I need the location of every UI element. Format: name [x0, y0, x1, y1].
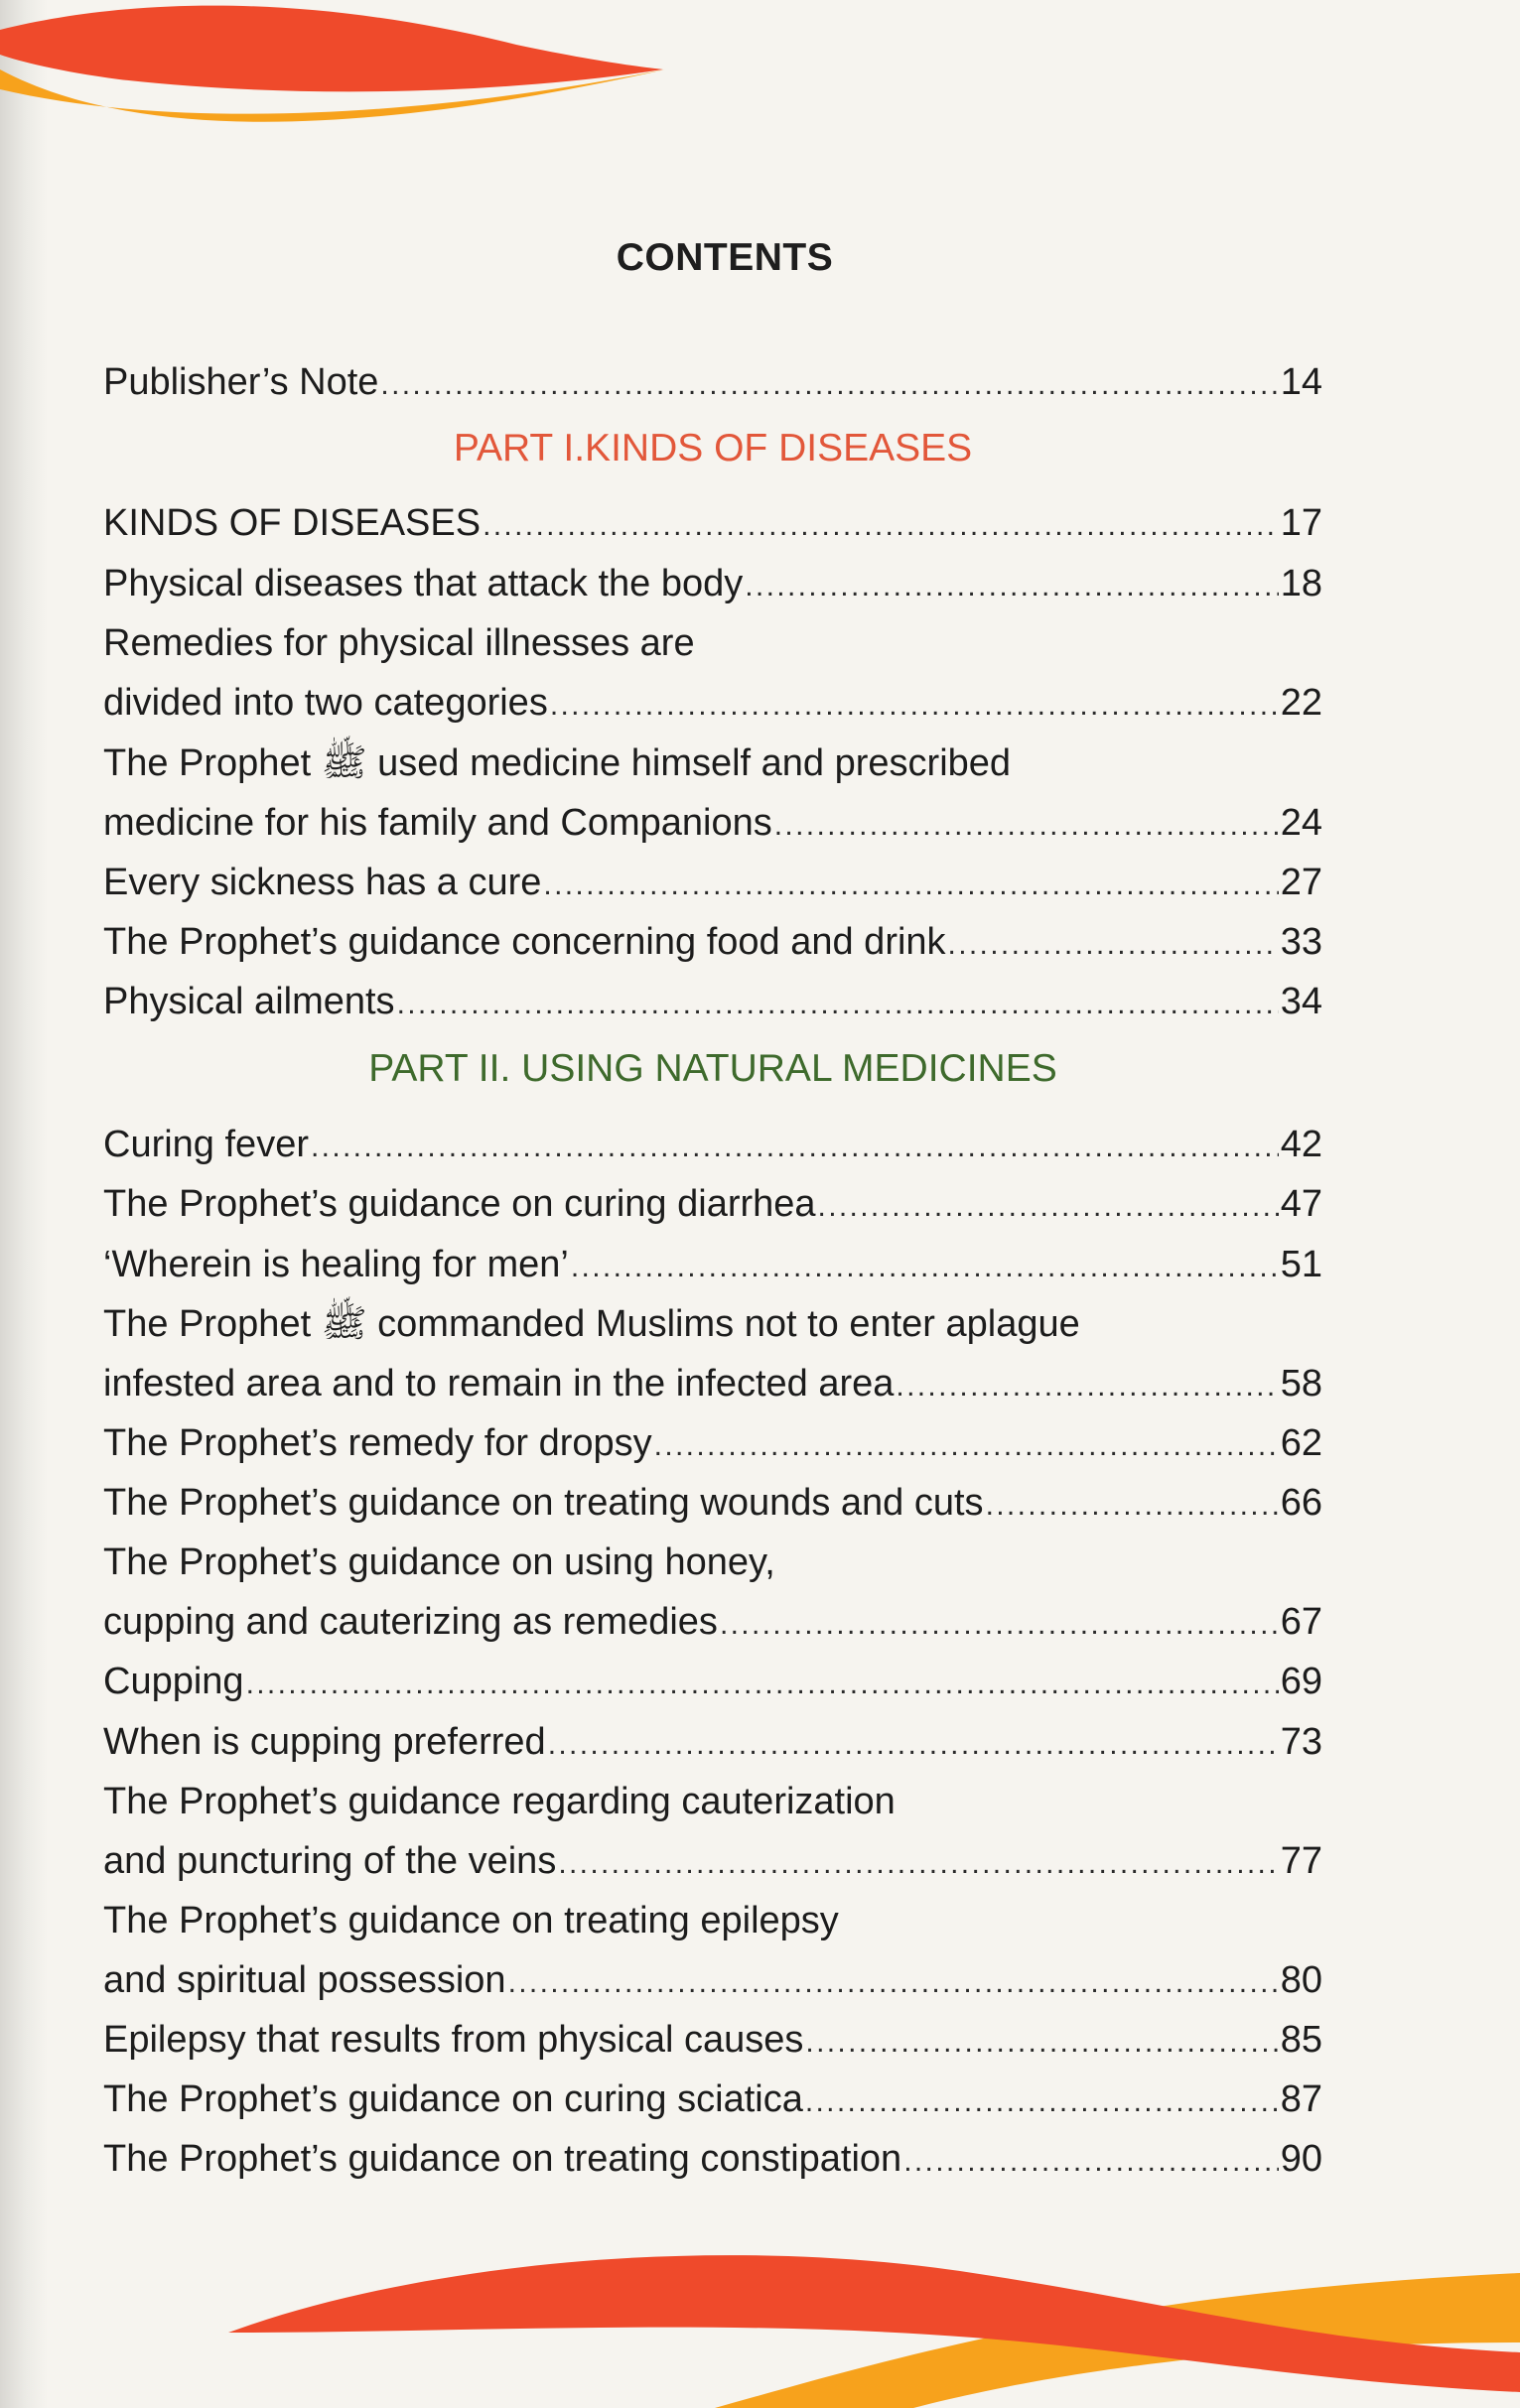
- toc-entry-title: Publisher’s Note: [103, 361, 379, 403]
- toc-page-number: 58: [1280, 1363, 1322, 1405]
- page-spine-shadow: [0, 0, 48, 2408]
- toc-page-number: 85: [1280, 2019, 1322, 2061]
- toc-entry[interactable]: [103, 800, 1322, 846]
- dot-leader: [774, 803, 1279, 849]
- toc-entry-title: Epilepsy that results from physical causes: [103, 2019, 804, 2061]
- toc-page-number: 69: [1280, 1661, 1322, 1702]
- dot-leader: [397, 982, 1279, 1027]
- toc-page-number: 24: [1280, 802, 1322, 844]
- toc-page-number: 51: [1280, 1244, 1322, 1285]
- toc-entry[interactable]: [103, 1361, 1322, 1406]
- toc-entry[interactable]: [103, 860, 1322, 905]
- toc-entry[interactable]: [103, 2076, 1322, 2122]
- toc-entry[interactable]: [103, 1122, 1322, 1167]
- dot-leader: [896, 1364, 1278, 1409]
- toc-entry-title: Physical diseases that attack the body: [103, 563, 744, 604]
- toc-entry-title: Physical ailments: [103, 981, 395, 1022]
- toc-entry-title: Cupping: [103, 1661, 244, 1702]
- toc-entry[interactable]: [103, 1599, 1322, 1645]
- toc-entry-first-line[interactable]: The Prophet ﷺ used medicine himself and prescribed: [103, 742, 1012, 784]
- toc-entry-title: and puncturing of the veins: [103, 1840, 557, 1882]
- toc-entry[interactable]: [103, 680, 1322, 726]
- top-decorative-swoosh: [0, 0, 695, 139]
- top-swoosh-red-band: [0, 6, 663, 92]
- toc-entry[interactable]: [103, 1181, 1322, 1227]
- dot-leader: [720, 1602, 1279, 1648]
- toc-page-number: 73: [1280, 1721, 1322, 1763]
- toc-page-number: 90: [1280, 2138, 1322, 2180]
- toc-entry-first-line[interactable]: The Prophet’s guidance on using honey,: [103, 1541, 775, 1583]
- dot-leader: [948, 922, 1279, 968]
- toc-page-number: 22: [1280, 682, 1322, 724]
- dot-leader: [986, 1483, 1279, 1529]
- toc-entry[interactable]: [103, 1957, 1322, 2003]
- dot-leader: [543, 863, 1278, 908]
- dot-leader: [558, 1841, 1278, 1887]
- dot-leader: [818, 1184, 1279, 1230]
- dot-leader: [903, 2139, 1279, 2185]
- toc-entry-title: ‘Wherein is healing for men’: [103, 1244, 569, 1285]
- toc-page-number: 33: [1280, 921, 1322, 963]
- dot-leader: [805, 2020, 1278, 2066]
- toc-entry[interactable]: [103, 2017, 1322, 2063]
- toc-page-number: 66: [1280, 1482, 1322, 1524]
- toc-entry-title: The Prophet’s guidance concerning food and drink: [103, 921, 946, 963]
- toc-entry[interactable]: [103, 1659, 1322, 1704]
- toc-entry[interactable]: [103, 979, 1322, 1024]
- dot-leader: [548, 1722, 1279, 1768]
- toc-entry[interactable]: [103, 500, 1322, 546]
- toc-entry-title: The Prophet’s guidance on curing sciatica: [103, 2078, 803, 2120]
- toc-page-number: 62: [1280, 1422, 1322, 1464]
- toc-page-number: 18: [1280, 563, 1322, 604]
- dot-leader: [246, 1662, 1279, 1707]
- toc-page-number: 27: [1280, 862, 1322, 903]
- toc-entry-title: divided into two categories: [103, 682, 548, 724]
- toc-page-number: 42: [1280, 1124, 1322, 1165]
- toc-entry[interactable]: [103, 1242, 1322, 1287]
- contents-heading: CONTENTS: [616, 236, 834, 279]
- part-two-heading: PART II. USING NATURAL MEDICINES: [368, 1047, 1057, 1090]
- toc-entry[interactable]: [103, 1719, 1322, 1765]
- toc-entry-first-line[interactable]: Remedies for physical illnesses are: [103, 622, 695, 664]
- toc-entry-title: infested area and to remain in the infected area: [103, 1363, 895, 1405]
- toc-page-number: 87: [1280, 2078, 1322, 2120]
- dot-leader: [483, 503, 1279, 549]
- dot-leader: [745, 564, 1278, 609]
- toc-entry-first-line[interactable]: The Prophet’s guidance on treating epilepsy: [103, 1900, 839, 1941]
- dot-leader: [311, 1125, 1279, 1170]
- toc-entry-title: medicine for his family and Companions: [103, 802, 772, 844]
- toc-entry-title: Curing fever: [103, 1124, 309, 1165]
- toc-entry-title: and spiritual possession: [103, 1959, 506, 2001]
- toc-entry-title: cupping and cauterizing as remedies: [103, 1601, 718, 1643]
- toc-entry-title: The Prophet’s remedy for dropsy: [103, 1422, 652, 1464]
- toc-entry-title: When is cupping preferred: [103, 1721, 546, 1763]
- toc-page-number: 67: [1280, 1601, 1322, 1643]
- toc-page-number: 17: [1280, 502, 1322, 544]
- toc-entry-title: The Prophet’s guidance on treating wounds and cuts: [103, 1482, 984, 1524]
- toc-entry[interactable]: [103, 1838, 1322, 1884]
- dot-leader: [508, 1960, 1279, 2006]
- dot-leader: [805, 2079, 1279, 2125]
- toc-page-number: 80: [1280, 1959, 1322, 2001]
- toc-entry[interactable]: [103, 561, 1322, 606]
- toc-entry-title: KINDS OF DISEASES: [103, 502, 482, 544]
- toc-entry[interactable]: [103, 919, 1322, 965]
- toc-entry[interactable]: [103, 1420, 1322, 1466]
- dot-leader: [550, 683, 1279, 729]
- part-one-heading: PART I.KINDS OF DISEASES: [453, 427, 973, 469]
- toc-entry-first-line[interactable]: The Prophet ﷺ commanded Muslims not to enter aplague: [103, 1303, 1080, 1345]
- toc-page-number: 77: [1280, 1840, 1322, 1882]
- toc-entry-title: Every sickness has a cure: [103, 862, 542, 903]
- toc-entry-publishers-note[interactable]: [103, 359, 1322, 405]
- bottom-decorative-swoosh: [218, 2233, 1520, 2408]
- toc-entry-first-line[interactable]: The Prophet’s guidance regarding cauterization: [103, 1781, 896, 1822]
- toc-entry[interactable]: [103, 1480, 1322, 1526]
- toc-page-number: 14: [1280, 361, 1322, 403]
- dot-leader: [654, 1423, 1279, 1469]
- toc-entry[interactable]: [103, 2136, 1322, 2182]
- toc-entry-title: The Prophet’s guidance on treating constipation: [103, 2138, 902, 2180]
- toc-page-number: 47: [1280, 1183, 1322, 1225]
- dot-leader: [380, 362, 1278, 408]
- dot-leader: [571, 1245, 1279, 1290]
- toc-entry-title: The Prophet’s guidance on curing diarrhea: [103, 1183, 816, 1225]
- toc-page-number: 34: [1280, 981, 1322, 1022]
